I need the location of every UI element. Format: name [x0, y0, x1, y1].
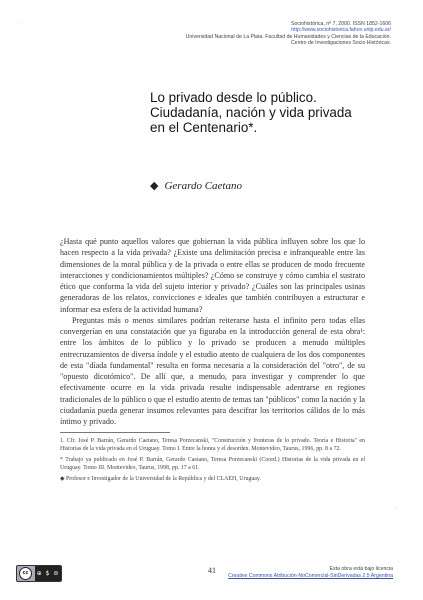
footnote: * Trabajo ya publicado en José P. Barrán, Gerardo Caetano, Teresa Porzecanski (Coord.) Historias de la vida privada en el Uruguay. Tomo III. Montevideo, Taurus, 1998, pp. 17 a 61. — [60, 457, 365, 472]
footnote: ◆ Profesor e Investigador de la Universidad de la República y del CLAEH, Uruguay. — [60, 476, 261, 483]
page-number: 41 — [208, 566, 216, 575]
footnote-divider — [60, 432, 170, 433]
cc-license-icons: ⊕ $ ⊜ — [35, 566, 61, 581]
margin-mark: · — [18, 20, 20, 26]
journal-url-link[interactable]: http://www.sociohistorica.fahce.unlp.edu.ar/ — [291, 27, 391, 34]
footnote: 1. Cfr. José P. Barrán, Gerardo Caetano, Teresa Porzecanski, "Construcción y fronteras de lo privado. Teoría e Historia" en Historias de la vida privada en el Uruguay. Tomo I. Entre la honra y el desorden. Montevideo, Taurus, 1996, pp. 8 a 72. — [60, 438, 365, 453]
research-center-line: Centro de Investigaciones Socio Históricas. — [290, 40, 391, 47]
license-link[interactable]: Creative Commons Atribución-NoComercial-SinDerivadas 2.5 Argentina — [228, 572, 393, 579]
margin-mark: · — [395, 506, 397, 512]
license-text: Esta obra está bajo licencia — [329, 566, 393, 572]
title-line: en el Centenario*. — [150, 120, 258, 136]
university-line: Universidad Nacional de La Plata. Facultad de Humanidades y Ciencias de la Educación. — [185, 33, 391, 40]
article-body — [60, 236, 365, 486]
article-author — [150, 179, 242, 192]
author-marker: ◆ — [150, 180, 159, 192]
footnotes — [60, 437, 365, 483]
author-name: Gerardo Caetano — [164, 180, 242, 192]
journal-citation: Sociohistórica, nº 7, 2000. ISSN 1852-1606 — [291, 21, 391, 27]
title-line: Ciudadanía, nación y vida privada — [150, 105, 352, 121]
body-paragraph: ¿Hasta qué punto aquellos valores que gobiernan la vida pública influyen sobre los que lo hacen respecto a la vida privada? ¿Existe una delimitación precisa e infranqueable entre las dimensiones de la moral pública y de la privada o entre ellas se producen de modo frecuente interacciones y condicionamientos múltiples? ¿Cómo se construye y cómo cambia el sustrato ético que conforma la vida del sujeto interior y privado? ¿Cuáles son las principales usinas generadoras de los relatos, convicciones e ideales que también contribuyen a estructurar e informar esa esfera de la actividad humana? — [60, 237, 365, 314]
cc-icon: cc — [19, 567, 32, 580]
title-line: Lo privado desde lo público. — [150, 90, 317, 105]
license-notice — [228, 566, 393, 579]
body-paragraph: Preguntas más o menos similares podrían reiterarse hasta el infinito pero todas ellas convergerían en una constatación que ya figuraba en la introducción general de esta obra¹: entre los ámbitos de lo público y lo privado se producen a menudo múltiples entrecruzamientos de diversa índole y el estudio atento de cualquiera de los dos componentes de esta "díada fundamental" resulta en forma necesaria a la consideración del "otro", de su "opuesto dicotómico". De allí que, a menudo, para investigar y comprender lo que efectivamente ocurre en la vida privada resulte indispensable adentrarse en regiones tradicionales de lo público o que el estudio atento de temas tan "públicos" como la nación y la ciudadanía pueda generar insumos relevantes para descifrar los territorios cálidos de lo más íntimo y privado. — [60, 315, 365, 426]
journal-header — [91, 21, 391, 47]
creative-commons-badge[interactable] — [16, 565, 62, 582]
article-title — [150, 90, 400, 136]
